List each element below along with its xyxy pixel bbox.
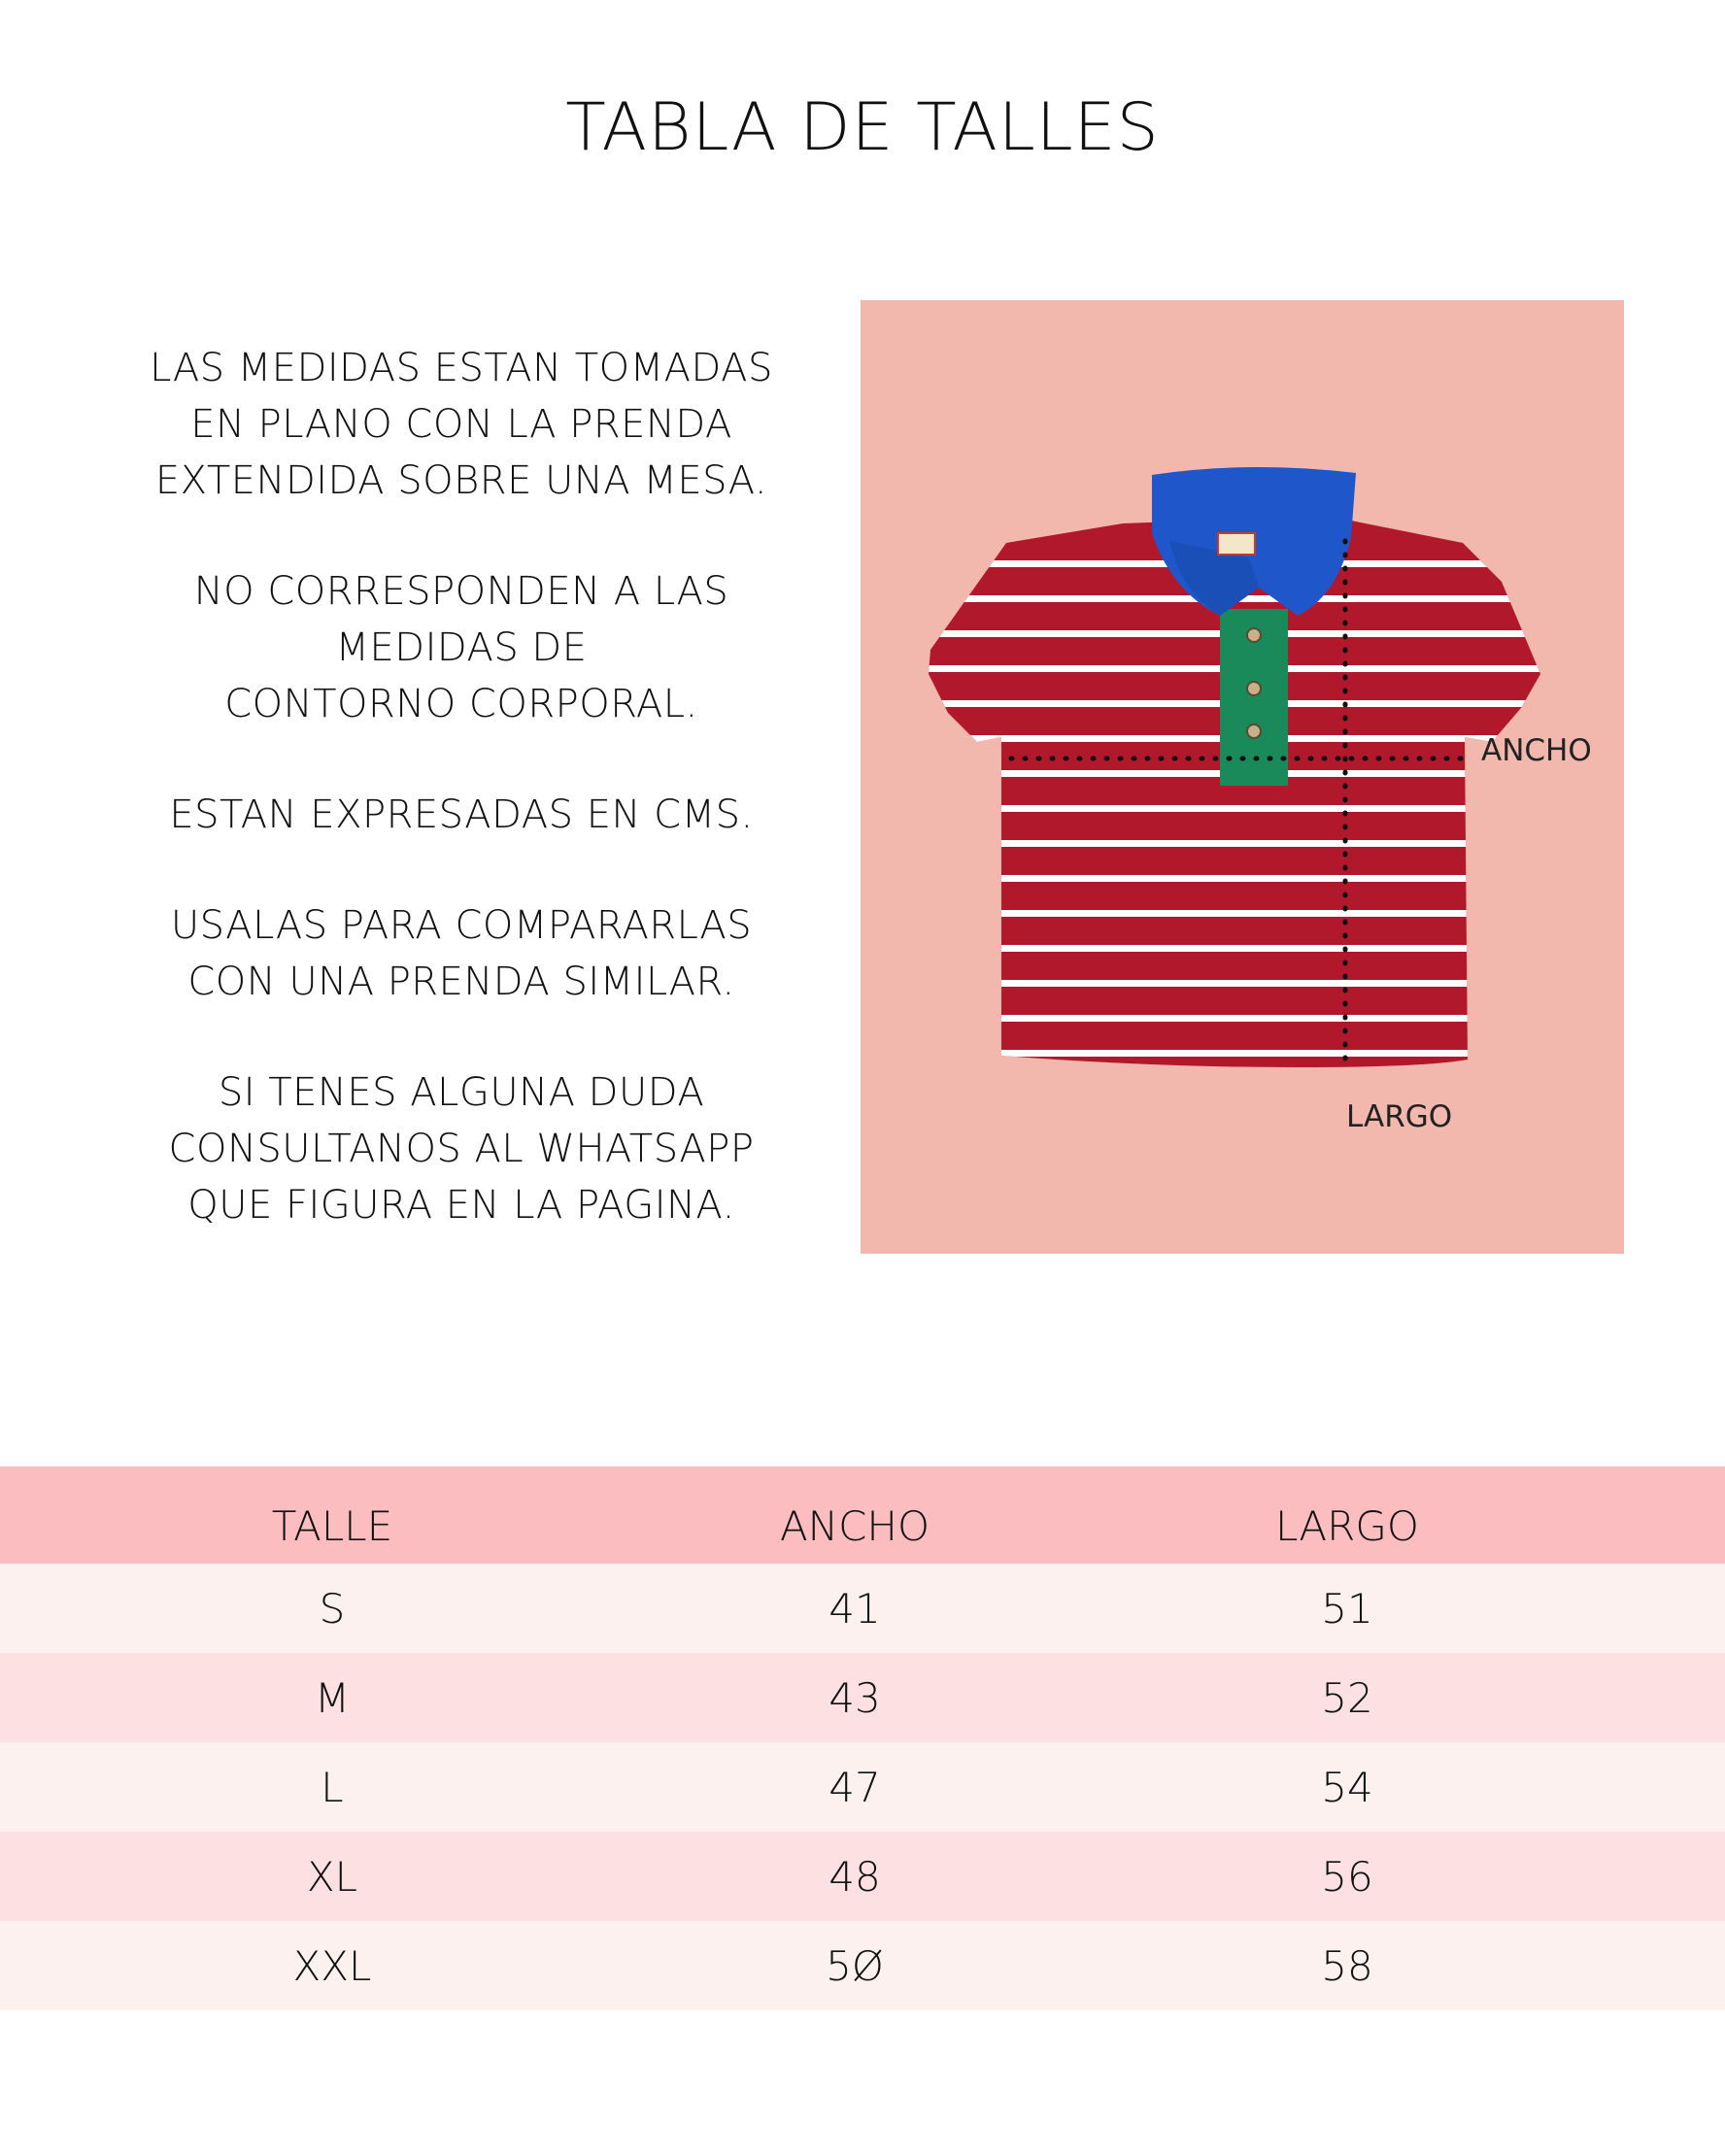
table-row [0, 1564, 1725, 1653]
size-cell: XL [306, 1852, 358, 1901]
size-cell: M [314, 1673, 351, 1722]
length-cell: 58 [1321, 1941, 1373, 1990]
table-row [0, 1742, 1725, 1832]
header-talle: TALLE [271, 1501, 393, 1550]
size-cell: S [319, 1584, 346, 1633]
size-cell: XXL [292, 1941, 372, 1990]
length-cell: 51 [1321, 1584, 1373, 1633]
length-cell: 56 [1321, 1852, 1373, 1901]
header-largo: LARGO [1275, 1501, 1419, 1550]
note-paragraph-5: SI TENES ALGUNA DUDA CONSULTANOS AL WHATSAPP QUE FIGURA EN LA PAGINA. [168, 1070, 755, 1228]
width-cell: 48 [829, 1852, 881, 1901]
width-cell: 41 [829, 1584, 881, 1633]
polo-shirt-photo [861, 300, 1624, 1254]
note-paragraph-1: LAS MEDIDAS ESTAN TOMADAS EN PLANO CON LA PRENDA EXTENDIDA SOBRE UNA MESA. [150, 346, 773, 503]
note-paragraph-3: ESTAN EXPRESADAS EN CMS. [169, 792, 754, 837]
size-table [0, 1466, 1725, 2010]
table-row [0, 1832, 1725, 1921]
table-row [0, 1921, 1725, 2010]
measurement-notes [117, 340, 806, 1288]
largo-label: LARGO [1346, 1099, 1453, 1134]
note-paragraph-2: NO CORRESPONDEN A LAS MEDIDAS DE CONTORNO CORPORAL. [193, 569, 729, 726]
table-row [0, 1653, 1725, 1742]
page-title: TABLA DE TALLES [565, 89, 1160, 166]
width-cell: 47 [829, 1763, 881, 1811]
width-cell: 5Ø [826, 1941, 884, 1990]
width-cell: 43 [829, 1673, 881, 1722]
polo-shirt-illustration [861, 300, 1624, 1254]
table-header-row [0, 1466, 1725, 1564]
ancho-label: ANCHO [1481, 733, 1592, 768]
size-cell: L [321, 1763, 344, 1811]
length-cell: 52 [1321, 1673, 1373, 1722]
header-ancho: ANCHO [779, 1501, 930, 1550]
length-cell: 54 [1321, 1763, 1373, 1811]
note-paragraph-4: USALAS PARA COMPARARLAS CON UNA PRENDA SIMILAR. [170, 903, 753, 1004]
